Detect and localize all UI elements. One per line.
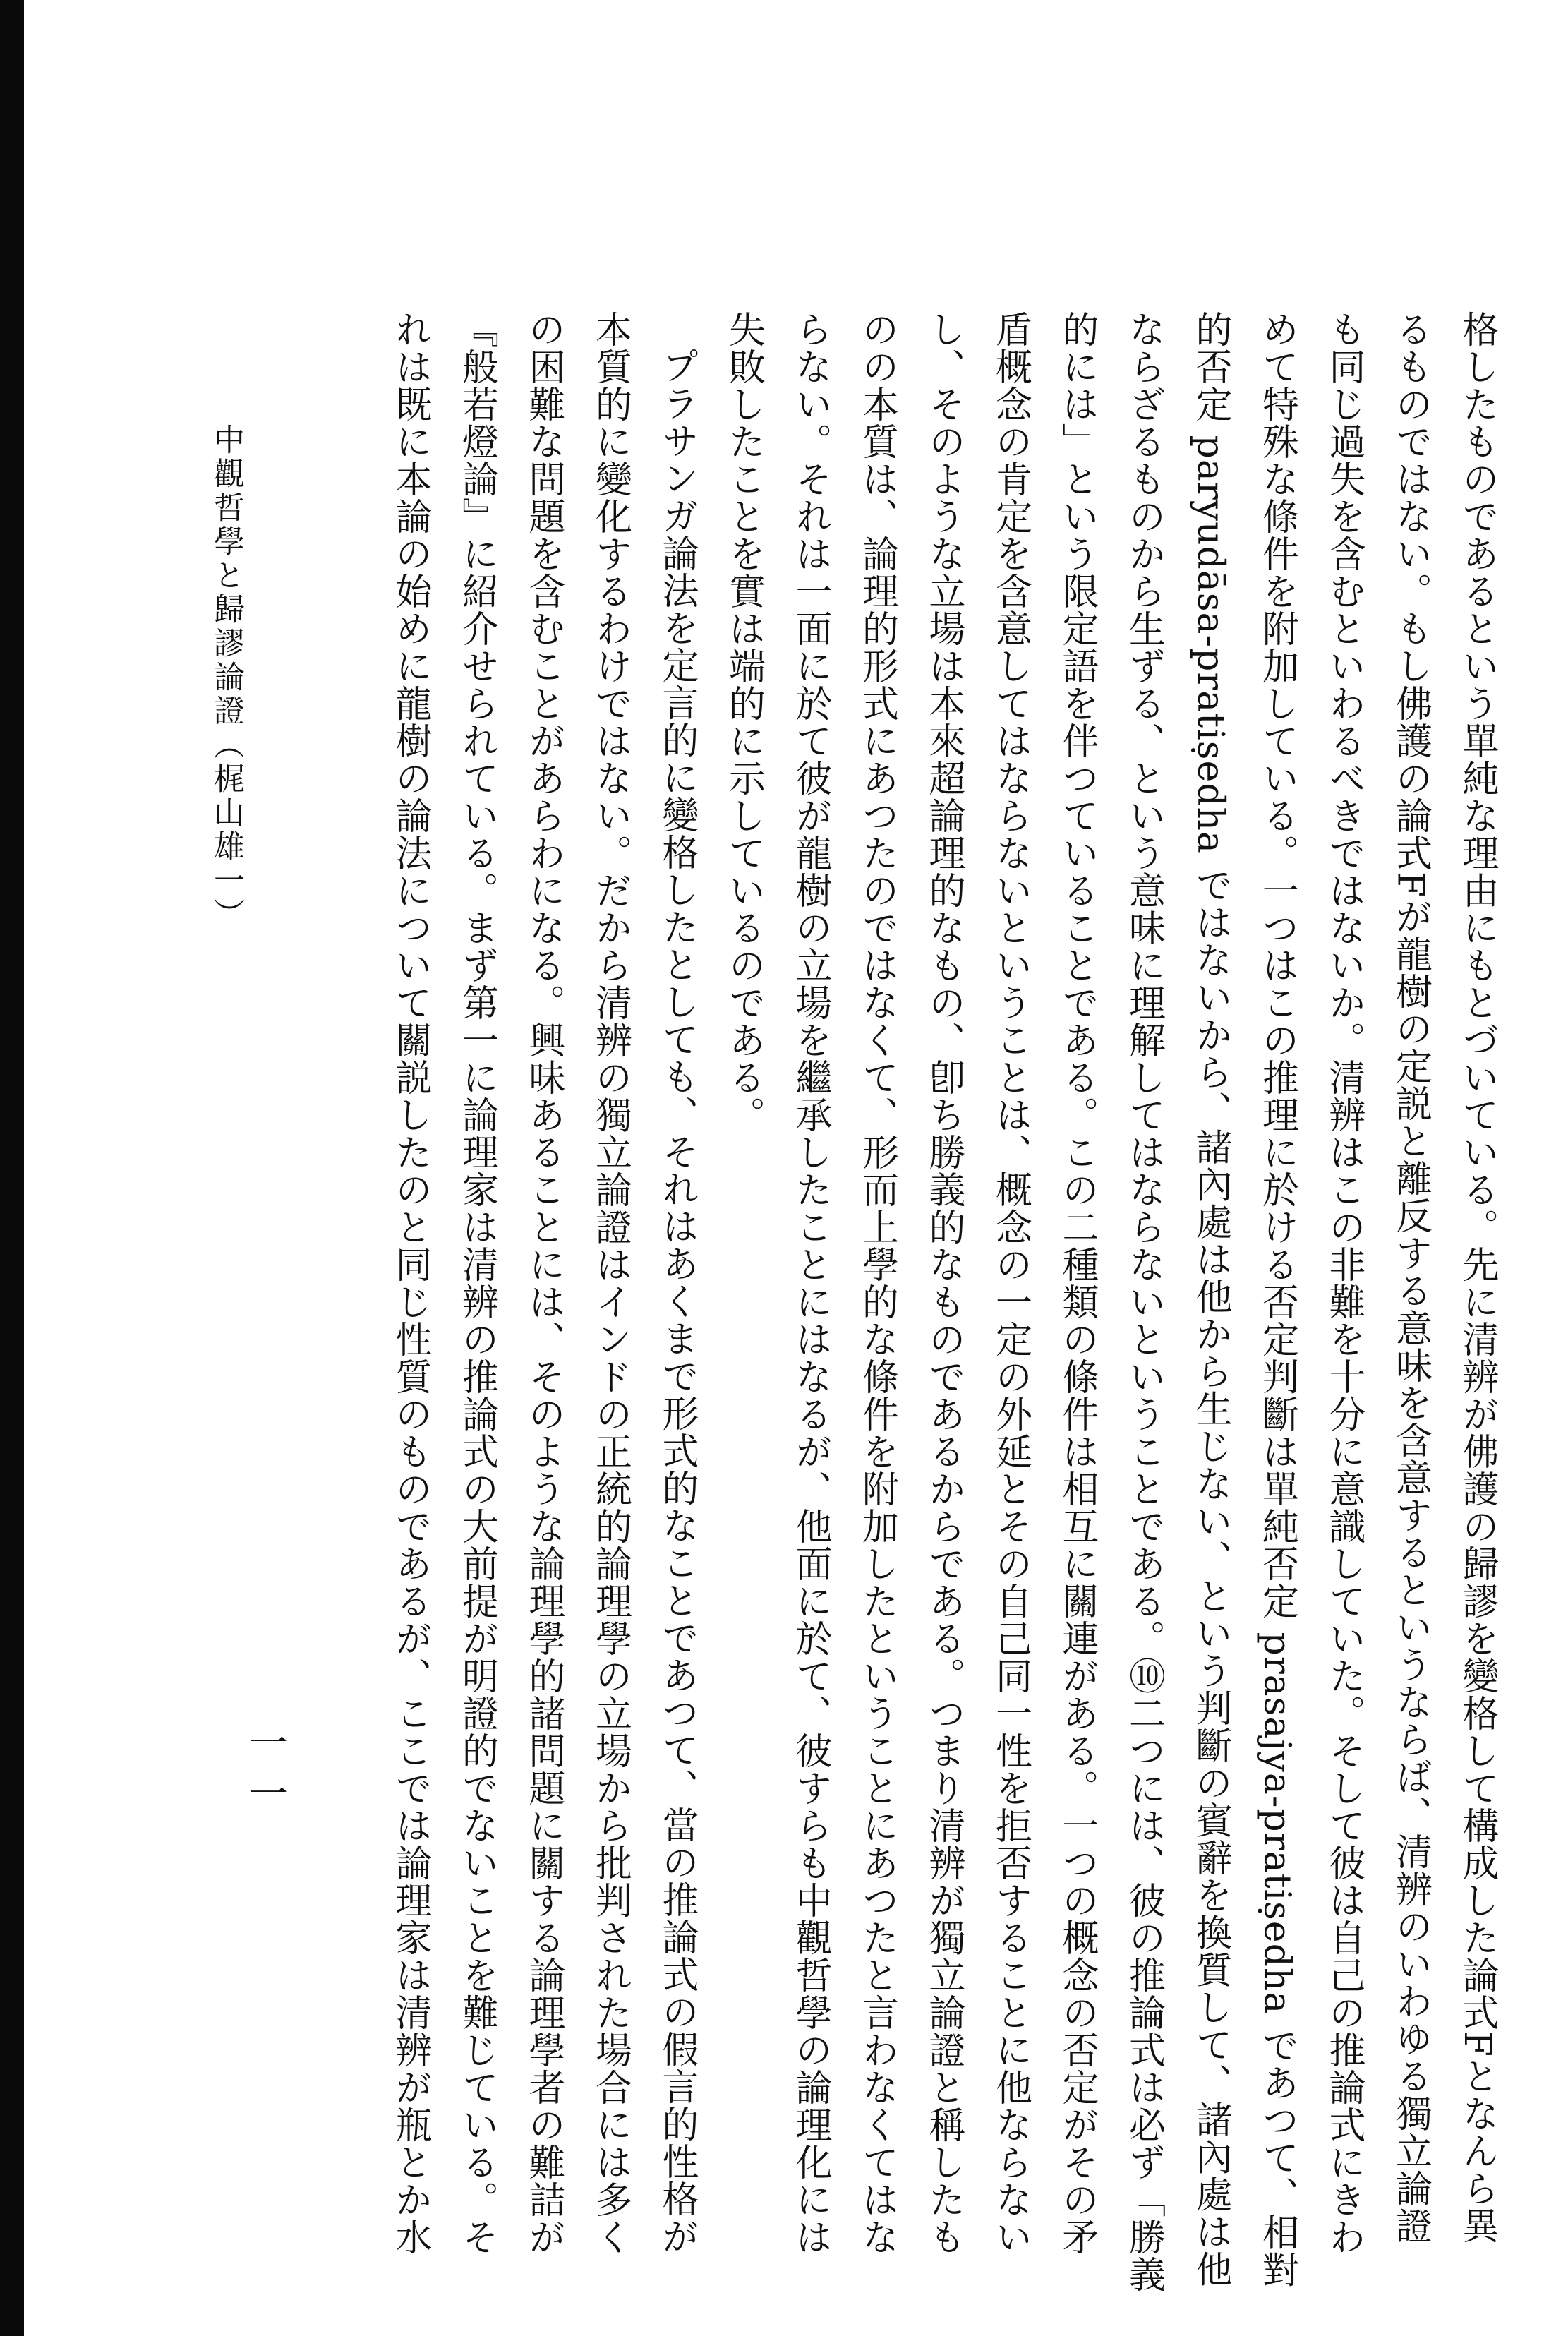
text-line: ならざるものから生ずる、という意味に理解してはならないということである。⑩二つには、彼の推論式は必ず「勝義 (1122, 311, 1165, 2293)
text-line: 失敗したことを實は端的に示しているのである。 (722, 311, 765, 1133)
body-text (289, 311, 1510, 2293)
text-line: 格したものであるという單純な理由にもとづいている。先に清辨が佛護の歸謬を變格して構成した論式Fとなんら異 (1456, 311, 1498, 2245)
paragraph-start-line: プラサンガ論法を定言的に變格したとしても、それはあくまで形式的なことであつて、當の推論式の假言的性格が (656, 347, 698, 2255)
running-title: 中觀哲學と歸謬論證（梶山雄一） (208, 423, 244, 932)
text-line: らない。それは一面に於て彼が龍樹の立場を繼承したことにはなるが、他面に於て、彼すらも中觀哲學の論理化には (789, 311, 831, 2256)
text-line: めて特殊な條件を附加している。一つはこの推理に於ける否定判斷は單純否定 prasajya-pratiṣedha であつて、相對 (1255, 311, 1298, 2289)
text-line: し、そのような立場は本來超論理的なもの、卽ち勝義的なものであるからである。つまり清辨が獨立論證と稱したも (922, 311, 965, 2256)
text-line: も同じ過失を含むといわるべきではないか。清辨はこの非難を十分に意識していた。そして彼は自己の推論式にきわ (1322, 311, 1365, 2256)
text-line: れは既に本論の始めに龍樹の論法について關説したのと同じ性質のものであるが、ここでは論理家は清辨が瓶とか水 (389, 311, 431, 2256)
page-number: 一一 (242, 1722, 288, 1824)
text-line: の困難な問題を含むことがあらわになる。興味あることには、そのような論理學的諸問題に關する論理學者の難詰が (522, 311, 565, 2256)
text-line: 盾概念の肯定を含意してはならないということは、概念の一定の外延とその自己同一性を拒否することに他ならない (989, 311, 1032, 2256)
text-line: るものではない。もし佛護の論式Fが龍樹の定説と離反する意味を含意するというならば、清辨のいわゆる獨立論證 (1389, 311, 1432, 2245)
text-line: 『般若燈論』に紹介せられている。まず第一に論理家は清辨の推論式の大前提が明證的でないことを難じている。そ (455, 311, 498, 2256)
text-line: 本質的に變化するわけではない。だから清辨の獨立論證はインドの正統的論理學の立場から批判された場合には多く (589, 311, 632, 2256)
text-line: のの本質は、論理的形式にあつたのではなくて、形而上學的な條件を附加したということにあつたと言わなくてはな (855, 311, 898, 2256)
text-line: 的には」という限定語を伴つていることである。この二種類の條件は相互に關連がある。一つの概念の否定がその矛 (1056, 311, 1098, 2256)
scan-edge-bar (0, 0, 24, 2336)
text-line: 的否定 paryudāsa-pratiṣedha ではないから、諸內處は他から生じない、という判斷の賓辭を換質して、諸內處は他 (1189, 311, 1231, 2288)
